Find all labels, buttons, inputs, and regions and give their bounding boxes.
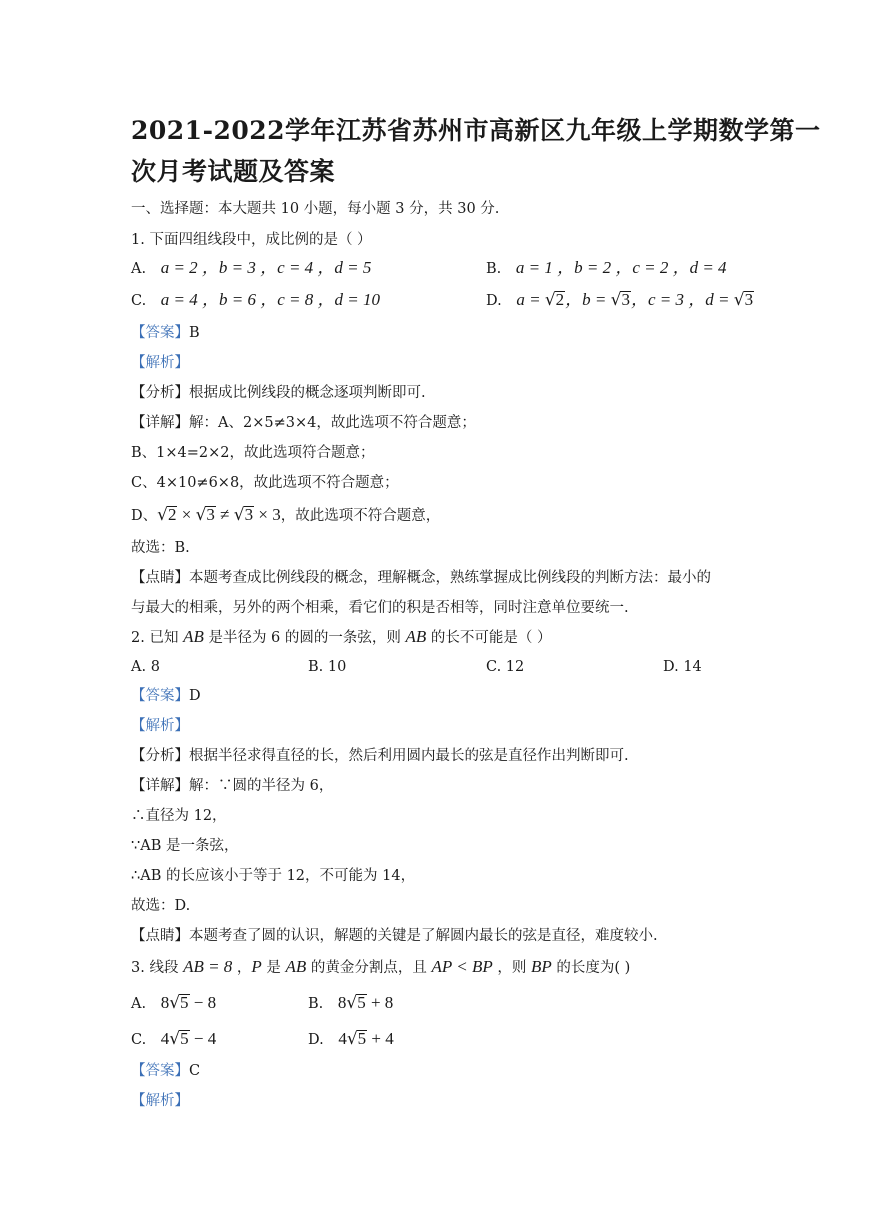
q1-option-b-label: B.: [486, 261, 502, 277]
q1-answer: [131, 323, 200, 343]
q1-option-c-text: a = 4 ，b = 6 ，c = 8 ，d = 10: [160, 290, 380, 309]
q1-solution-step-4: [131, 505, 440, 526]
q3-option-b-tail: + 8: [366, 993, 394, 1012]
q1-stem: 1. 下面四组线段中，成比例的是（ ）: [131, 232, 372, 248]
q1-analysis-text: 根据成比例线段的概念逐项判断即可.: [189, 385, 426, 401]
q3-stem-pre: 3. 线段: [131, 960, 184, 976]
q2-answer: [131, 686, 201, 706]
q1-step4-post: ，故此选项不符合题意，: [280, 508, 441, 524]
q2-solution-step-3: ∵AB 是一条弦，: [131, 838, 239, 854]
q2-solution-step-4: ∴AB 的长应该小于等于 12，不可能为 14，: [131, 868, 416, 884]
q3-option-c-coef: 4: [160, 1029, 170, 1048]
q2-stem-mid: 是半径为 6 的圆的一条弦，则: [203, 630, 406, 646]
sqrt-symbol: √: [346, 1029, 358, 1049]
doc-title-line-1: 2021-2022学年江苏省苏州市高新区九年级上学期数学第一: [131, 116, 821, 145]
q3-option-b: [308, 993, 393, 1014]
answer-label: 【答案】: [131, 325, 189, 341]
q1-solution-step-5: 故选：B.: [131, 540, 190, 556]
q1-analysis: [131, 383, 426, 403]
q1-option-d-radicand-3: 3: [744, 290, 754, 309]
q1-comment-text: 本题考查成比例线段的概念，理解概念，熟练掌握成比例线段的判断方法：最小的: [189, 570, 711, 586]
q3-stem-t1: ，: [232, 960, 252, 976]
q1-step4-neq: ≠: [215, 505, 234, 524]
q1-solution-step-2: B、1×4=2×2，故此选项符合题意；: [131, 445, 375, 461]
q1-option-d-label: D.: [486, 293, 502, 309]
q1-solution-text: 解：A、2×5≠3×4，故此选项不符合题意；: [189, 415, 476, 431]
solution-label: 【详解】: [131, 778, 189, 794]
q3-stem-t2: 是: [261, 960, 286, 976]
q1-step4-times: ×: [177, 505, 196, 524]
q3-stem: [131, 957, 630, 978]
doc-title-line-2: 次月考试题及答案: [131, 157, 336, 186]
q1-step4-radicand-1: 2: [167, 505, 177, 524]
q2-analysis: [131, 746, 629, 766]
q3-option-d-label: D.: [308, 1032, 324, 1048]
q3-option-b-label: B.: [308, 996, 324, 1012]
answer-label: 【答案】: [131, 1063, 189, 1079]
q3-stem-m4: AP < BP: [431, 957, 493, 976]
q3-option-b-radicand: 5: [357, 993, 366, 1012]
analysis-label: 【分析】: [131, 748, 189, 764]
q3-option-d-tail: + 4: [367, 1029, 394, 1048]
q3-option-c-tail: − 4: [189, 1029, 217, 1048]
q3-stem-m1: AB = 8: [183, 957, 233, 976]
q2-solution-text: 解：∵圆的半径为 6，: [189, 778, 334, 794]
q3-option-c-radicand: 5: [180, 1029, 189, 1048]
comment-label: 【点睛】: [131, 570, 189, 586]
q3-option-b-coef: 8: [337, 993, 347, 1012]
q3-stem-t3: 的黄金分割点，且: [306, 960, 432, 976]
q1-step4-pre: D、: [131, 508, 158, 524]
q2-comment: [131, 926, 658, 946]
q1-step4-tail: × 3: [254, 505, 281, 524]
q1-option-a-text: a = 2 ，b = 3 ，c = 4 ，d = 5: [160, 258, 372, 277]
q3-answer: [131, 1061, 200, 1081]
q2-stem-ab-2: AB: [405, 627, 427, 646]
q2-option-c: C. 12: [486, 659, 525, 675]
sqrt-symbol: √: [169, 993, 181, 1013]
q2-comment-text: 本题考查了圆的认识，解题的关键是了解圆内最长的弦是直径，难度较小.: [189, 928, 658, 944]
q3-stem-m2: P: [251, 957, 262, 976]
q2-option-b: B. 10: [308, 659, 347, 675]
q2-stem-pre: 2. 已知: [131, 630, 184, 646]
q1-step4-radicand-3: 3: [244, 505, 254, 524]
q1-option-d-radicand-2: 3: [621, 290, 630, 309]
q1-option-d: [486, 290, 754, 311]
comment-label: 【点睛】: [131, 928, 189, 944]
sqrt-symbol: √: [544, 290, 556, 310]
q3-option-a-tail: − 8: [189, 993, 217, 1012]
q1-solution: [131, 413, 476, 433]
q2-stem-ab-1: AB: [183, 627, 204, 646]
q3-stem-m5: BP: [530, 957, 552, 976]
q1-option-a: [131, 258, 371, 279]
q2-jiexi-label: 【解析】: [131, 718, 189, 734]
q3-stem-t4: ，则: [492, 960, 531, 976]
q1-answer-value: B: [189, 325, 200, 341]
q2-stem-post: 的长不可能是（ ）: [426, 630, 552, 646]
q3-jiexi-label: 【解析】: [131, 1093, 189, 1109]
sqrt-symbol: √: [346, 993, 358, 1013]
q1-jiexi-label: 【解析】: [131, 355, 189, 371]
q3-option-a-coef: 8: [160, 993, 170, 1012]
section-heading: 一、选择题：本大题共 10 小题，每小题 3 分，共 30 分.: [131, 201, 500, 217]
q3-option-a: [131, 993, 216, 1014]
q1-option-b: [486, 258, 727, 279]
q3-option-d: [308, 1029, 394, 1050]
answer-label: 【答案】: [131, 688, 189, 704]
q3-stem-t5: 的长度为( ): [551, 960, 631, 976]
q2-solution-step-5: 故选：D.: [131, 898, 191, 914]
sqrt-symbol: √: [195, 505, 207, 525]
q1-option-d-mid-1: ，b =: [565, 290, 611, 309]
q1-option-d-mid-2: ，c = 3 ，d =: [630, 290, 734, 309]
q2-option-d: D. 14: [663, 659, 702, 675]
sqrt-symbol: √: [157, 505, 168, 525]
q2-stem: [131, 627, 552, 648]
q1-comment: [131, 568, 711, 588]
q3-option-d-radicand: 5: [357, 1029, 367, 1048]
q2-solution: [131, 776, 333, 796]
sqrt-symbol: √: [733, 290, 745, 310]
q1-option-d-pre: a =: [516, 290, 545, 309]
q3-option-c: [131, 1029, 216, 1050]
q2-solution-step-2: ∴直径为 12，: [131, 808, 227, 824]
q1-option-d-radicand-1: 2: [555, 290, 565, 309]
q1-option-c-label: C.: [131, 293, 147, 309]
q2-answer-value: D: [189, 688, 201, 704]
q3-option-d-coef: 4: [338, 1029, 347, 1048]
sqrt-symbol: √: [233, 505, 245, 525]
q3-answer-value: C: [189, 1063, 201, 1079]
sqrt-symbol: √: [610, 290, 622, 310]
q3-option-a-radicand: 5: [180, 993, 189, 1012]
q3-option-c-label: C.: [131, 1032, 147, 1048]
analysis-label: 【分析】: [131, 385, 189, 401]
q1-option-a-label: A.: [131, 261, 147, 277]
q1-step4-radicand-2: 3: [206, 505, 215, 524]
sqrt-symbol: √: [169, 1029, 181, 1049]
solution-label: 【详解】: [131, 415, 189, 431]
q1-option-c: [131, 290, 380, 311]
q2-analysis-text: 根据半径求得直径的长，然后利用圆内最长的弦是直径作出判断即可.: [189, 748, 629, 764]
q3-option-a-label: A.: [131, 996, 147, 1012]
q3-stem-m3: AB: [285, 957, 307, 976]
q1-solution-step-3: C、4×10≠6×8，故此选项不符合题意；: [131, 475, 399, 491]
q1-comment-line-2: 与最大的相乘，另外的两个相乘，看它们的积是否相等，同时注意单位要统一.: [131, 600, 629, 616]
q1-option-b-text: a = 1 ，b = 2 ，c = 2 ，d = 4: [515, 258, 727, 277]
q2-option-a: A. 8: [131, 659, 160, 675]
